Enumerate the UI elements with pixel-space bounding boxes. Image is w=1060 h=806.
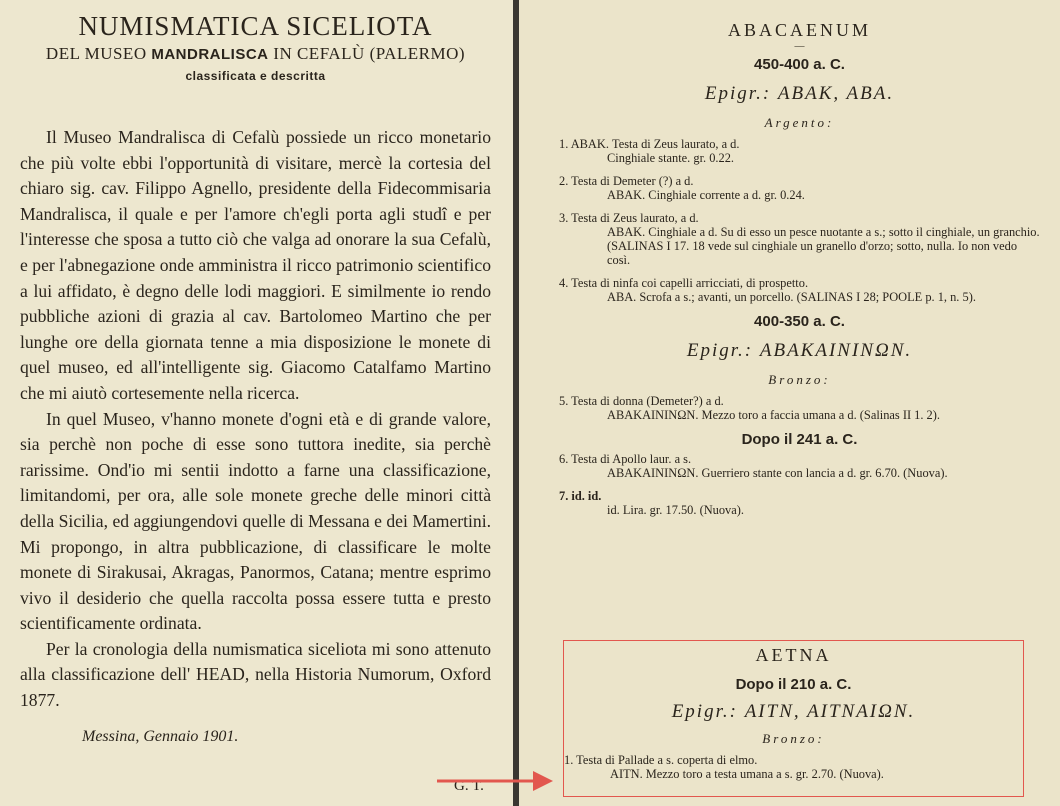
coin-entry [559,137,1040,165]
period-heading-1: 450-400 a. C. [754,56,845,73]
paragraph-3: Per la cronologia della numismatica siceliota mi sono attenuto alla classificazione dell' HEAD, nella Historia Numorum, Oxford 1877. [20,638,491,711]
entry-detail: ABAK. Cinghiale corrente a d. gr. 0.24. [607,188,805,202]
paragraph-1: Il Museo Mandralisca di Cefalù possiede un ricco monetario che più volte ebbi l'opportunità di visitare, mercè la cortesia del chiaro sig. cav. Filippo Agnello, presidente della Fidecommisaria Mandralisca, il quale e per l'amore ch'egli porta agli studî e per l'interesse che sposa a tutto ciò che valga ad onorare la sua Cefalù, e per l'abnegazione onde amministra il ricco patrimonio scientifico a lui affidato, è degno delle lodi maggiori. E similmente io rendo pubbliche azioni di grazia al cav. Bartolomeo Martino che per lunghe ore della giornata tenne a mia disposizione le monete di quel museo, ed all'intelligente sig. Giacomo Catalfamo Martino che mi aiutò cortesemente nella ricerca. [20,127,491,403]
coin-entry [559,452,1040,480]
coin-entry [564,753,1023,781]
entry-line: 7. id. id. [559,489,602,503]
entry-line: 5. Testa di donna (Demeter?) a d. [559,394,724,408]
body-text [20,125,491,714]
date-line: Messina, Gennaio 1901. [82,727,239,745]
highlight-box-aetna [563,640,1024,797]
period-heading-aetna: Dopo il 210 a. C. [735,676,852,693]
subtitle-pre: DEL MUSEO [45,44,152,63]
page-title: NUMISMATICA SICELIOTA [78,11,433,41]
entry-detail: ABAK. Cinghiale a d. Su di esso un pesce nuotante a s.; sotto il cinghiale, un granchio. (SALINAS I 17. 18 vede sul cinghiale un granello d'orzo; sotto, nulla. Io non vedo così. [607,225,1040,267]
metal-heading-2: Bronzo: [768,372,831,387]
metal-heading-aetna: Bronzo: [762,731,825,746]
epigraph-1: Epigr.: ΑΒΑΚ, ΑΒΑ. [704,83,895,104]
subtitle-museum: MANDRALISCA [151,46,269,63]
subtitle [20,42,491,67]
coin-entry [559,276,1040,304]
entry-line: 1. Testa di Pallade a s. coperta di elmo. [564,753,758,767]
subtitle-2: classificata e descritta [185,69,326,83]
subtitle-post: IN CEFALÙ (PALERMO) [268,44,466,63]
epigraph-2: Epigr.: ΑΒΑΚΑΙΝΙΝΩΝ. [686,340,913,361]
entry-line: 2. Testa di Demeter (?) a d. [559,174,694,188]
epigraph-aetna: Epigr.: ΑΙΤΝ, ΑΙΤΝΑΙΩΝ. [671,701,916,722]
period-heading-2: 400-350 a. C. [754,313,845,330]
period-heading-3: Dopo il 241 a. C. [741,431,858,448]
coin-entry [559,394,1040,422]
entry-line: 4. Testa di ninfa coi capelli arricciati, di prospetto. [559,276,809,290]
entry-line: 1. ΑΒΑΚ. Testa di Zeus laurato, a d. [559,137,740,151]
entry-detail: AITN. Mezzo toro a testa umana a s. gr. 2.70. (Nuova). [610,767,884,781]
entry-line: 6. Testa di Apollo laur. a s. [559,452,692,466]
section-title-aetna: AETNA [755,645,832,665]
entry-line: 3. Testa di Zeus laurato, a d. [559,211,699,225]
entry-detail: id. Lira. gr. 17.50. (Nuova). [607,503,744,517]
spacer [20,85,491,125]
entry-detail: Cinghiale stante. gr. 0.22. [607,151,734,165]
coin-entry [559,174,1040,202]
entry-detail: ABA. Scrofa a s.; avanti, un porcello. (SALINAS I 28; POOLE p. 1, n. 5). [607,290,976,304]
section-title-abacaenum: ABACAENUM [727,20,871,40]
left-page [0,0,513,806]
metal-heading-1: Argento: [764,115,835,130]
signature: G. T. [454,778,484,794]
pointer-arrow-icon [437,768,555,794]
coin-entry [559,211,1040,267]
title-dash: — [794,41,805,52]
entry-detail: ABAKAININΩN. Guerriero stante con lancia a d. gr. 6.70. (Nuova). [607,466,948,480]
paragraph-2: In quel Museo, v'hanno monete d'ogni età e di grande valore, sia perchè non poche di esse sono tuttora inedite, sia perchè rarissime. Ond'io mi sentii indotto a farne una classificazione, limitandomi, per ora, alle sole monete greche delle minori città della Sicilia, ed aggiungendovi quelle di Messana e dei Mamertini. Mi propongo, in altra pubblicazione, di classificare le molte monete di Sirakusai, Akragas, Panormos, Catana; mentre esprimo vivo il desiderio che quella raccolta possa essere tutta e presto scientificamente ordinata. [20,408,491,634]
entry-detail: ABAKAININΩN. Mezzo toro a faccia umana a d. (Salinas II 1. 2). [607,408,940,422]
coin-entry [559,489,1040,517]
